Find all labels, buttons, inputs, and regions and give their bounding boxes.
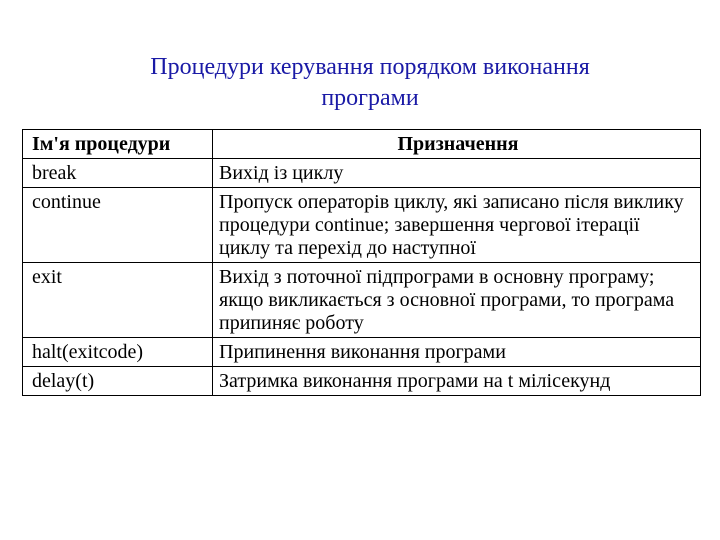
- procedure-purpose: Припинення виконання програми: [213, 338, 701, 367]
- header-purpose: Призначення: [213, 130, 701, 159]
- procedure-purpose: Пропуск операторів циклу, які записано після виклику процедури continue; завершення чергової ітерації циклу та перехід до наступної: [213, 188, 701, 263]
- table-header-row: [23, 130, 701, 159]
- table-row: [23, 367, 701, 396]
- procedure-name: break: [23, 159, 213, 188]
- slide-title-line-1: Процедури керування порядком виконання: [150, 54, 590, 80]
- procedures-table: [22, 129, 701, 396]
- procedure-name: exit: [23, 263, 213, 338]
- table-row: [23, 263, 701, 338]
- procedure-name: halt(exitcode): [23, 338, 213, 367]
- procedure-purpose: Вихід з поточної підпрограми в основну програму; якщо викликається з основної програми, то програма припиняє роботу: [213, 263, 701, 338]
- procedure-name: continue: [23, 188, 213, 263]
- procedure-purpose: Затримка виконання програми на t мілісекунд: [213, 367, 701, 396]
- table-row: [23, 188, 701, 263]
- table-row: [23, 338, 701, 367]
- procedure-name: delay(t): [23, 367, 213, 396]
- slide-title-line-2: програми: [321, 85, 419, 111]
- table-row: [23, 159, 701, 188]
- header-procedure-name: Ім'я процедури: [23, 130, 213, 159]
- procedure-purpose: Вихід із циклу: [213, 159, 701, 188]
- slide-title: [60, 52, 680, 114]
